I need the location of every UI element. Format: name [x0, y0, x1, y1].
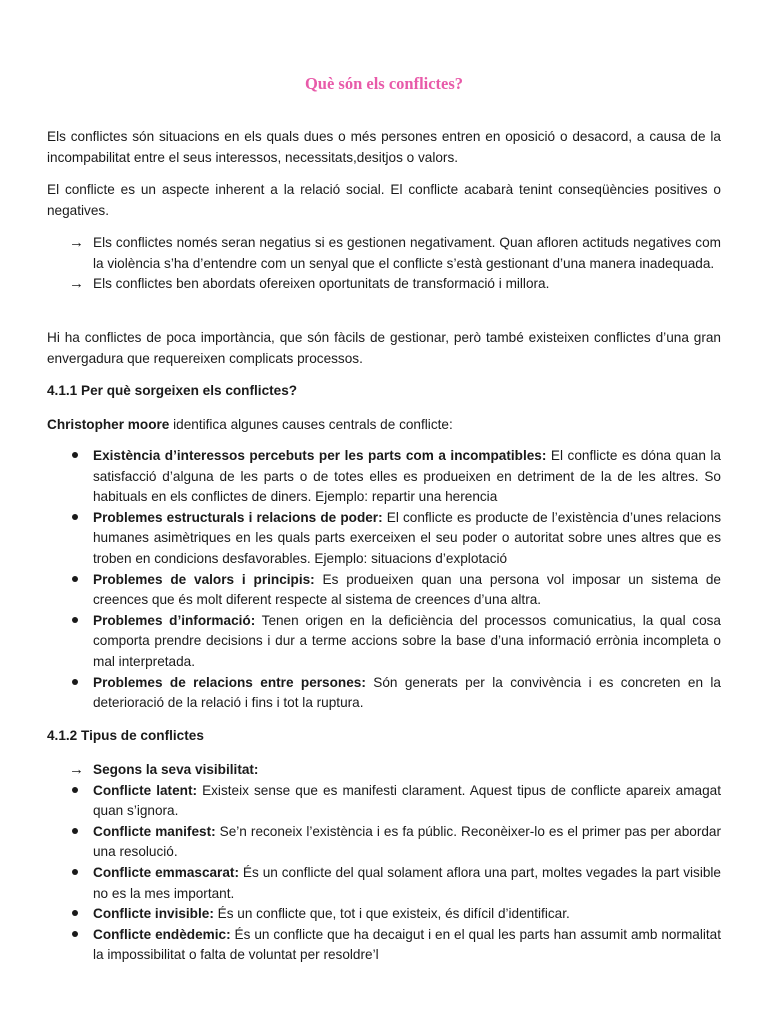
list-item: [47, 925, 721, 966]
arrow-list-item: [47, 233, 721, 274]
list-item-text: Tenen origen en la deficiència del processos comunicatius, la qual cosa comporta prendre decisions i dur a terme accions sobre la base d’una informació errònia incompleta o mal interpretada.: [93, 612, 721, 669]
list-item-term: Conflicte invisible:: [93, 906, 214, 922]
list-item: [47, 781, 721, 822]
paragraph-text: Hi ha conflictes de poca importància, que són fàcils de gestionar, però també existeixen conflictes d’una gran envergadura que requereixen complicats processos.: [47, 330, 721, 366]
list-item-term: Problemes de valors i principis:: [93, 571, 315, 587]
list-item-text: Són generats per la convivència i es concreten en la deterioració de la relació i fins i tot la ruptura.: [93, 674, 721, 711]
list-item-term: Conflicte latent:: [93, 782, 197, 798]
list-item-term: Problemes estructurals i relacions de poder:: [93, 509, 383, 525]
author-name: Christopher moore: [47, 417, 170, 432]
intro-paragraph-3: [47, 328, 721, 369]
list-item: [47, 904, 721, 925]
intro-paragraph-2: [47, 180, 721, 221]
list-item: [47, 611, 721, 673]
list-item-text: Els conflictes només seran negatius si es gestionen negativament. Quan afloren actituds negatives com la violència s’ha d’entendre com un senyal que el conflicte s’està gestionant d’una manera inadequada.: [93, 235, 721, 271]
arrow-right-icon: →: [69, 761, 84, 778]
list-item: [47, 822, 721, 863]
list-item: [47, 508, 721, 570]
arrow-right-icon: →: [69, 234, 84, 251]
list-item-text: És un conflicte que ha decaigut i en el qual les parts han assumit amb normalitat la impossibilitat o falta de voluntat per resoldre’l: [93, 926, 722, 963]
bullet-icon: [72, 925, 84, 946]
list-item: [47, 446, 721, 508]
subheading-text: Segons la seva visibilitat:: [93, 762, 259, 777]
bullet-icon: [72, 904, 84, 925]
section-heading-causes: 4.1.1 Per què sorgeixen els conflictes?: [47, 383, 298, 398]
list-item-term: Conflicte emmascarat:: [93, 864, 239, 880]
list-item: [47, 863, 721, 904]
bullet-icon: [72, 508, 84, 529]
list-item: [47, 570, 721, 611]
bullet-icon: [72, 446, 84, 467]
list-item-term: Conflicte endèdemic:: [93, 926, 231, 942]
bullet-icon: [72, 570, 84, 591]
list-item-text: El conflicte es producte de l’existència d’unes relacions humanes asimètriques en les quals parts exerceixen el seu poder o autoritat sobre unes altres que es troben en condicions desfavorables. Ejemplo: situacions d’explotació: [93, 509, 721, 566]
arrow-list-item: [47, 274, 721, 295]
list-item-term: Problemes d’informació:: [93, 612, 256, 628]
list-item-text: Existeix sense que es manifesti clarament. Aquest tipus de conflicte apareix amagat quan s’ignora.: [93, 782, 721, 819]
intro-paragraph-1: [47, 127, 721, 168]
list-item-term: Problemes de relacions entre persones:: [93, 674, 366, 690]
bullet-icon: [72, 822, 84, 843]
causes-list: [47, 446, 721, 714]
list-item-term: Conflicte manifest:: [93, 823, 216, 839]
paragraph-text: El conflicte es un aspecte inherent a la relació social. El conflicte acabarà tenint conseqüències positives o negatives.: [47, 182, 721, 218]
list-item-text: El conflicte es dóna quan la satisfacció d’alguna de les parts o de totes elles es produeixen en detriment de la de les altres. So habituals en els conflictes de diners. Ejemplo: repartir una herencia: [93, 448, 721, 505]
list-item-text: Se’n reconeix l’existència i es fa públic. Reconèixer-lo es el primer pas per abordar una resolució.: [93, 823, 722, 860]
paragraph-text: Els conflictes són situacions en els quals dues o més persones entren en oposició o desacord, a causa de la incompabilitat entre el seus interessos, necessitats,desitjos o valors.: [47, 129, 721, 165]
bullet-icon: [72, 673, 84, 694]
list-item-text: Es produeixen quan una persona vol imposar un sistema de creences que és molt diferent respecte al sistema de creences d’una altra.: [93, 571, 721, 608]
bullet-icon: [72, 781, 84, 802]
types-list: [47, 760, 721, 966]
list-item: [47, 673, 721, 714]
subheading-item: [47, 760, 721, 781]
list-item-text: És un conflicte que, tot i que existeix, és difícil d’identificar.: [213, 906, 570, 922]
list-item-term: Existència d’interessos percebuts per les parts com a incompatibles:: [93, 448, 547, 463]
section-lead: [47, 415, 721, 436]
arrow-list: [47, 233, 721, 295]
bullet-icon: [72, 611, 84, 632]
section-heading-types: 4.1.2 Tipus de conflictes: [47, 728, 204, 743]
bullet-icon: [72, 863, 84, 884]
lead-text: identifica algunes causes centrals de conflicte:: [169, 417, 453, 432]
list-item-text: Els conflictes ben abordats ofereixen oportunitats de transformació i millora.: [93, 276, 550, 292]
arrow-right-icon: →: [69, 275, 84, 293]
list-item-text: És un conflicte del qual solament aflora una part, moltes vegades la part visible no es la mes important.: [93, 864, 721, 901]
page-title: Què són els conflictes?: [304, 74, 464, 93]
